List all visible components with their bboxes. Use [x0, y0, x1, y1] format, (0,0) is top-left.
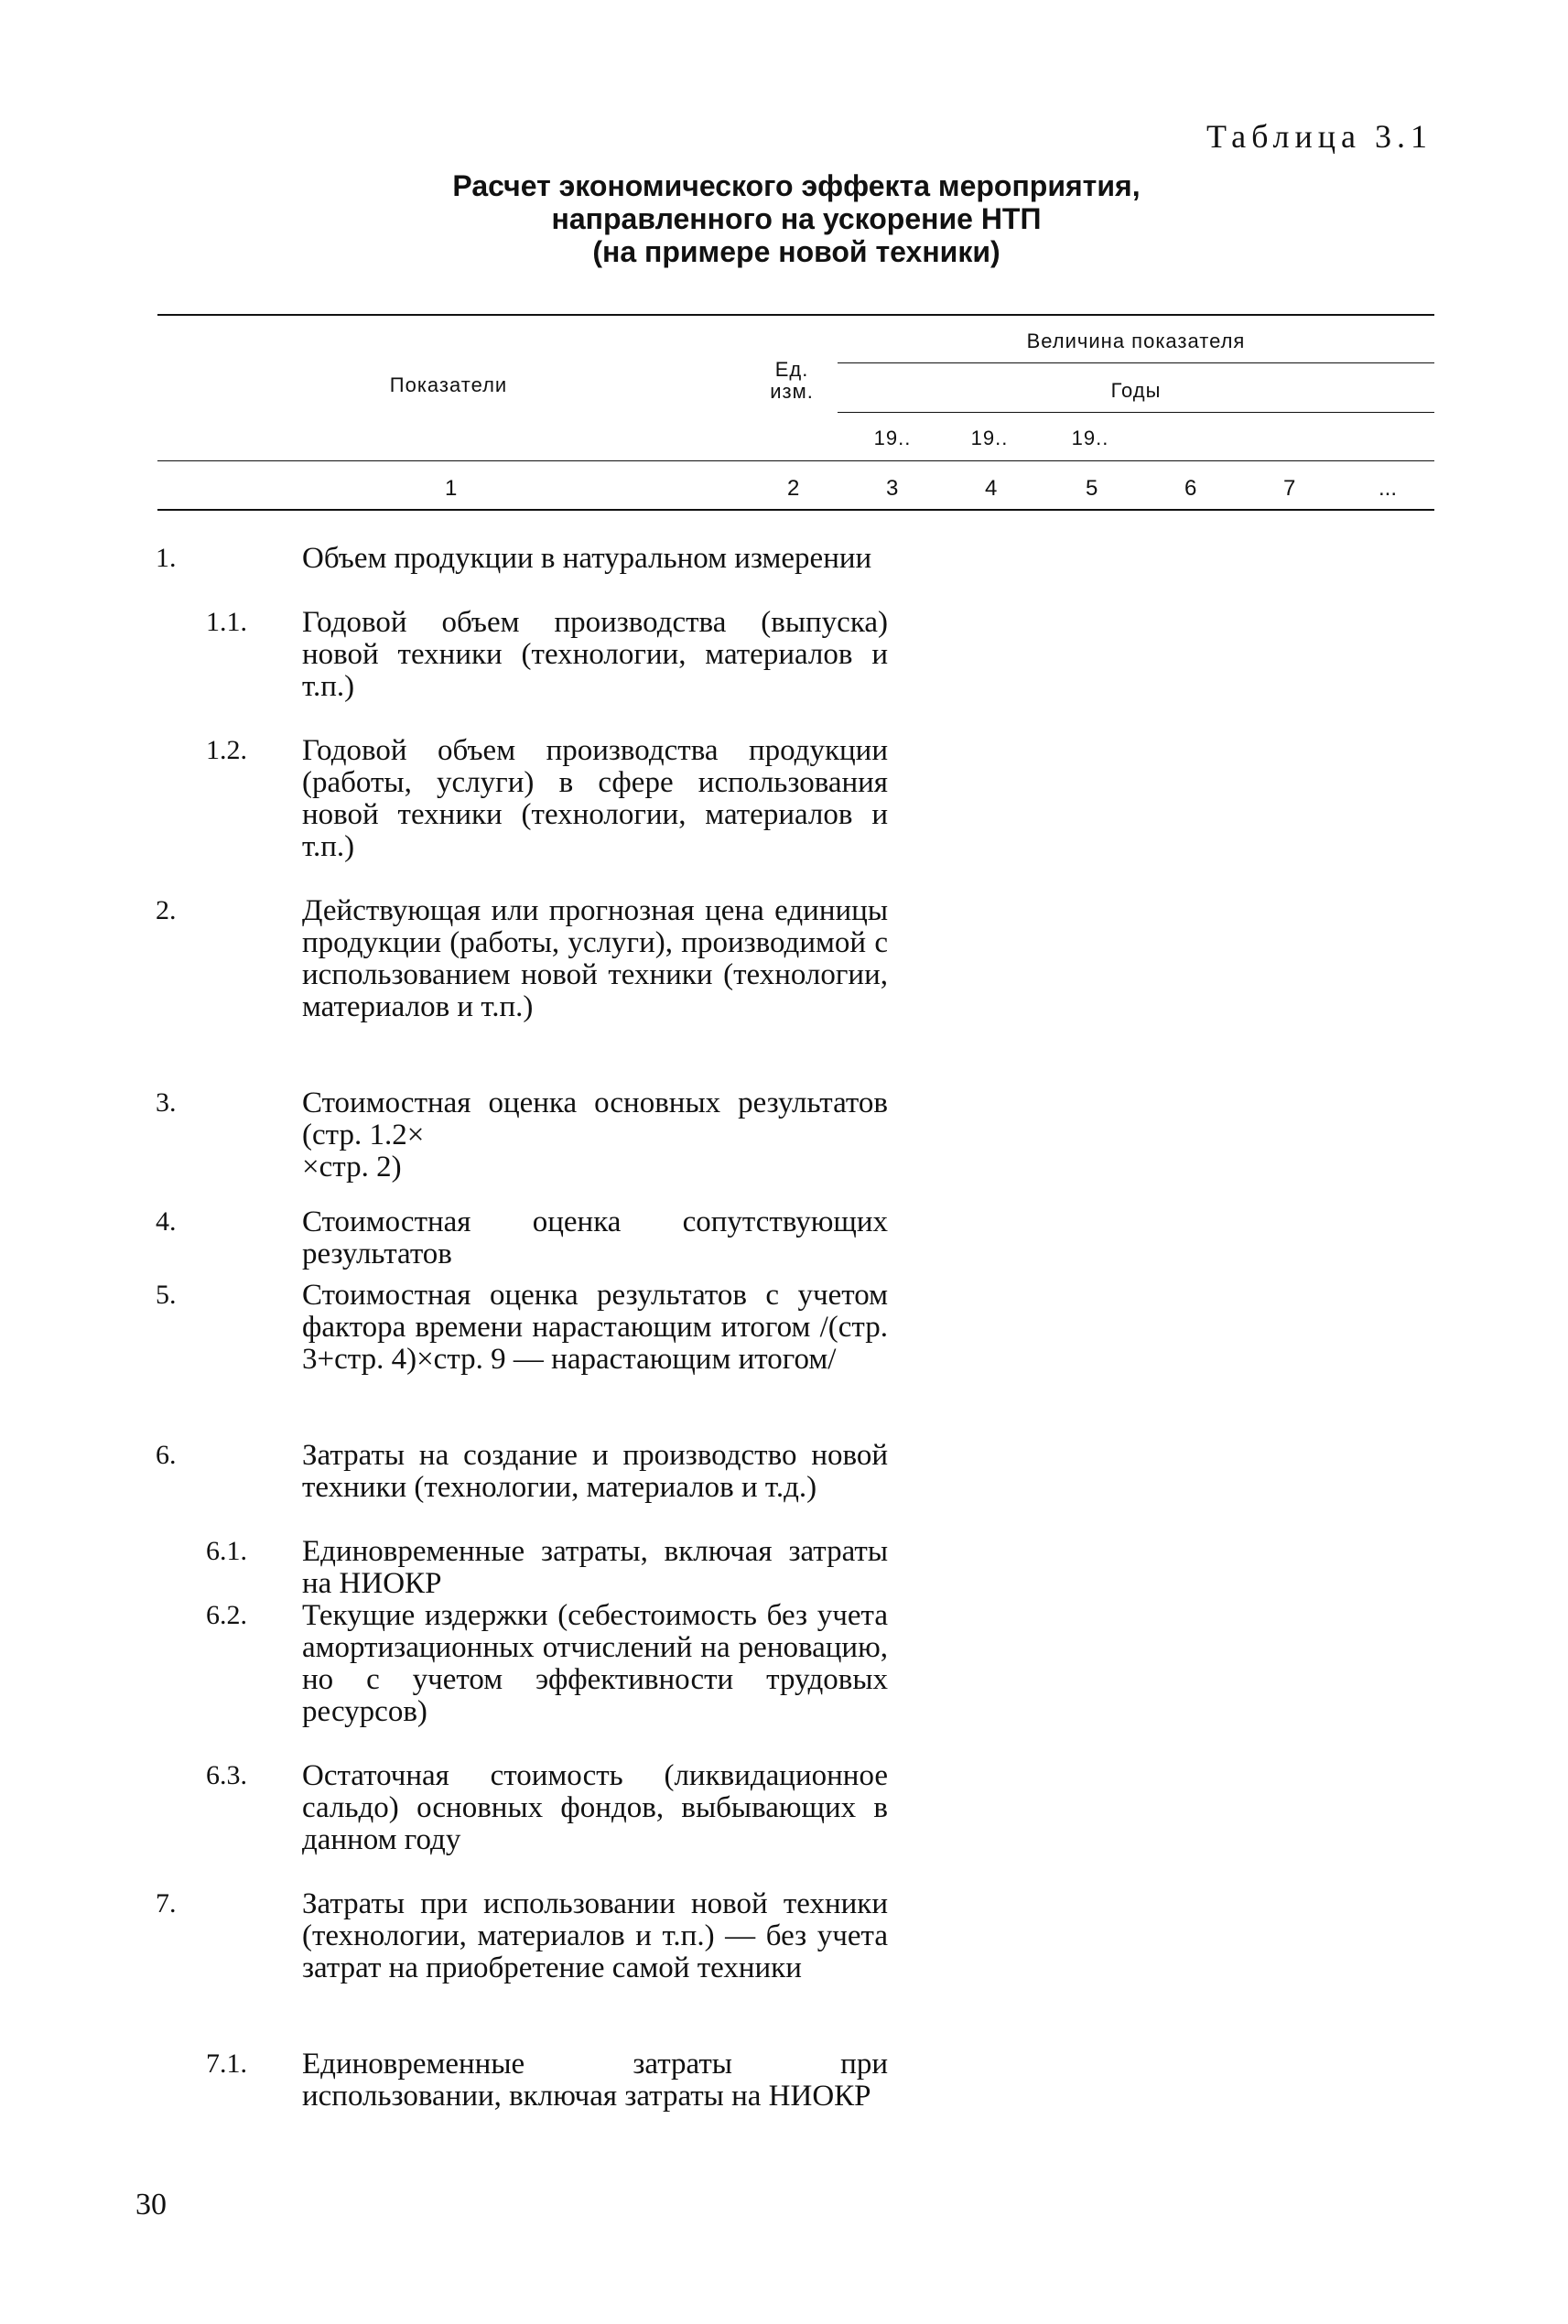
row-2-text: Действующая или прогнозная цена единицы продукции (работы, услуги), производимой с использованием новой техники (технологии, материалов и т.п.): [302, 894, 888, 1023]
column-number-3: 3: [886, 476, 899, 501]
row-7-1-text: Единовременные затраты при использовании, включая затраты на НИОКР: [302, 2048, 888, 2113]
row-1-1-number: 1.1.: [206, 607, 247, 637]
row-7-1-number: 7.1.: [206, 2048, 247, 2079]
row-3-text: Стоимостная оценка основных результатов (стр. 1.2× ×стр. 2): [302, 1086, 888, 1184]
column-number-1: 1: [445, 476, 458, 501]
row-4-text: Стоимостная оценка сопутствующих результатов: [302, 1205, 888, 1270]
page-number: 30: [135, 2188, 167, 2221]
header-bottom-rule: [157, 460, 1434, 461]
row-1-2-text: Годовой объем производства продукции (работы, услуги) в сфере использования новой техники (технологии, материалов и т.п.): [302, 734, 888, 863]
header-unit: [741, 359, 842, 403]
row-6-2-text: Текущие издержки (себестоимость без учета амортизационных отчислений на реновацию, но с учетом эффективности трудовых ресурсов): [302, 1599, 888, 1728]
row-7-number: 7.: [156, 1888, 177, 1919]
column-number-5: 5: [1086, 476, 1098, 501]
row-6-text: Затраты на создание и производство новой техники (технологии, материалов и т.д.): [302, 1439, 888, 1504]
header-year-1: 19..: [873, 427, 912, 449]
row-5-text: Стоимостная оценка результатов с учетом фактора времени нарастающим итогом /(стр. 3+стр. 4)×стр. 9 — нарастающим итогом/: [302, 1279, 888, 1376]
row-5-number: 5.: [156, 1280, 177, 1310]
row-1-number: 1.: [156, 543, 177, 573]
row-7-text: Затраты при использовании новой техники (технологии, материалов и т.п.) — без учета затрат на приобретение самой техники: [302, 1887, 888, 1984]
years-group-rule: [838, 412, 1434, 413]
table-title: [403, 169, 1190, 268]
column-number-more: ...: [1379, 476, 1398, 501]
row-6-1-text: Единовременные затраты, включая затраты на НИОКР: [302, 1535, 888, 1600]
header-top-rule: [157, 314, 1434, 316]
row-4-number: 4.: [156, 1206, 177, 1237]
header-indicators: Показатели: [389, 373, 508, 396]
row-6-3-number: 6.3.: [206, 1760, 247, 1790]
row-6-2-number: 6.2.: [206, 1600, 247, 1630]
row-1-2-number: 1.2.: [206, 735, 247, 765]
column-number-2: 2: [787, 476, 800, 501]
number-row-rule: [157, 509, 1434, 511]
column-number-6: 6: [1184, 476, 1197, 501]
row-6-number: 6.: [156, 1440, 177, 1470]
header-year-2: 19..: [970, 427, 1009, 449]
title-line-3: (на примере новой техники): [592, 235, 1000, 268]
column-number-7: 7: [1283, 476, 1296, 501]
table-label: Таблица 3.1: [1206, 118, 1433, 155]
title-line-1: Расчет экономического эффекта мероприятия,: [452, 169, 1141, 202]
value-group-rule: [838, 362, 1434, 363]
row-3-number: 3.: [156, 1087, 177, 1118]
row-1-text: Объем продукции в натуральном измерении: [302, 542, 872, 575]
row-1-1-text: Годовой объем производства (выпуска) новой техники (технологии, материалов и т.п.): [302, 606, 888, 703]
header-unit-line-1: Ед.: [774, 358, 809, 381]
header-unit-line-2: изм.: [770, 380, 814, 403]
title-line-2: направленного на ускорение НТП: [551, 202, 1042, 235]
column-number-4: 4: [985, 476, 998, 501]
row-2-number: 2.: [156, 895, 177, 925]
header-value-group: Величина показателя: [1026, 330, 1246, 352]
header-years-group: Годы: [1110, 379, 1162, 402]
header-year-3: 19..: [1071, 427, 1109, 449]
row-6-1-number: 6.1.: [206, 1536, 247, 1566]
row-6-3-text: Остаточная стоимость (ликвидационное сальдо) основных фондов, выбывающих в данном году: [302, 1759, 888, 1856]
